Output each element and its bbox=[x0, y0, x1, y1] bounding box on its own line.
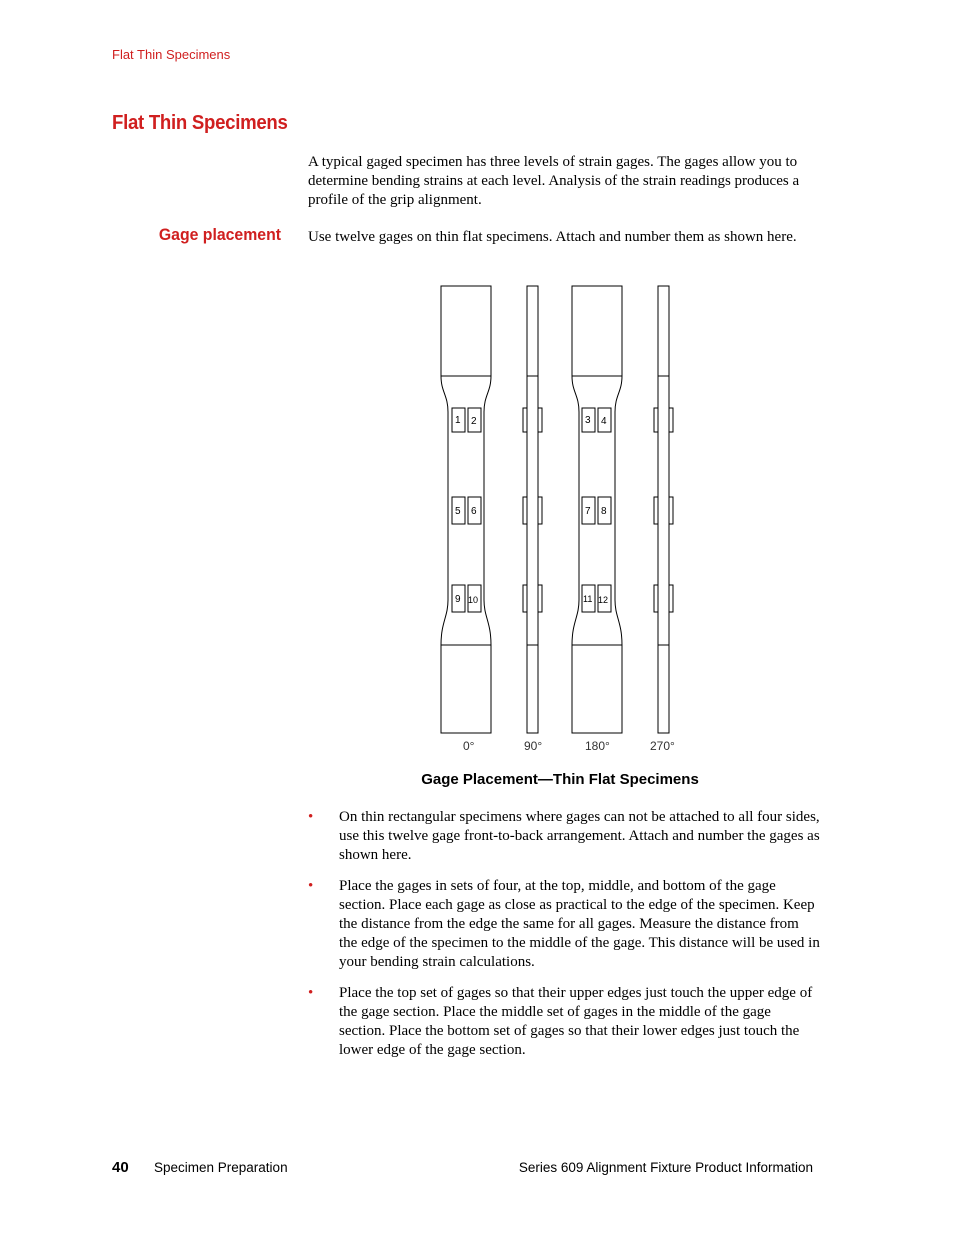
gage-box bbox=[598, 585, 611, 612]
bullet-icon: • bbox=[308, 878, 314, 894]
angle-label-270: 270° bbox=[650, 739, 675, 753]
footer-book-title: Series 609 Alignment Fixture Product Information bbox=[518, 1160, 813, 1175]
specimen-270deg bbox=[654, 286, 673, 733]
figure-caption: Gage Placement—Thin Flat Specimens bbox=[421, 771, 699, 788]
list-item bbox=[308, 808, 820, 865]
gage-box bbox=[468, 497, 481, 524]
angle-label-90: 90° bbox=[524, 739, 543, 753]
gage-label: 7 bbox=[585, 506, 591, 517]
gage-label: 4 bbox=[601, 416, 607, 427]
bullet-text: Place the top set of gages so that their upper edges just touch the upper edge of the gage section. Place the middle set of gages in the middle of the gage section. Place the bottom set of gages so that their lower edges just touch the lower edge of the gage section. bbox=[339, 985, 813, 1058]
gage-box bbox=[598, 408, 611, 432]
specimen-0deg bbox=[441, 286, 491, 733]
intro-paragraph: A typical gaged specimen has three levels of strain gages. The gages allow you to determine bending strains at each level. Analysis of the strain readings produces a profile of the grip alignment. bbox=[308, 154, 800, 208]
page-title: Flat Thin Specimens bbox=[112, 112, 288, 134]
gage-placement-heading: Gage placement bbox=[158, 225, 281, 244]
gage-edge bbox=[538, 408, 542, 432]
angle-label-0: 0° bbox=[463, 739, 475, 753]
gage-label: 9 bbox=[455, 594, 461, 605]
bullet-text: On thin rectangular specimens where gages can not be attached to all four sides, use this twelve gage front-to-back arrangement. Attach and number the gages as shown here. bbox=[339, 809, 820, 863]
specimen-180deg bbox=[572, 286, 622, 733]
gage-box bbox=[452, 497, 465, 524]
gage-box bbox=[582, 585, 595, 612]
gage-edge bbox=[523, 497, 527, 524]
gage-edge bbox=[669, 408, 673, 432]
specimen-90deg bbox=[523, 286, 542, 733]
gage-edge bbox=[669, 585, 673, 612]
gage-edge bbox=[654, 497, 658, 524]
bullet-text: Place the gages in sets of four, at the top, middle, and bottom of the gage section. Place each gage as close as practical to the edge of the specimen. Keep the distance from the edge the same for all gages. Measure the distance from the edge of the specimen to the middle of the gage. This distance will be used in your bending strain calculations. bbox=[339, 878, 820, 970]
gage-edge bbox=[538, 585, 542, 612]
list-item bbox=[308, 877, 820, 972]
gage-edge bbox=[538, 497, 542, 524]
gage-label: 11 bbox=[583, 594, 593, 604]
gage-edge bbox=[654, 408, 658, 432]
gage-box bbox=[582, 497, 595, 524]
gage-label: 12 bbox=[598, 595, 609, 605]
gage-label: 3 bbox=[585, 415, 591, 426]
gage-label: 1 bbox=[455, 415, 461, 426]
gage-box bbox=[452, 408, 465, 432]
angle-label-180: 180° bbox=[585, 739, 610, 753]
gage-edge bbox=[669, 497, 673, 524]
gage-edge bbox=[523, 585, 527, 612]
gage-label: 5 bbox=[455, 506, 461, 517]
gage-box bbox=[598, 497, 611, 524]
gage-box bbox=[452, 585, 465, 612]
gage-label: 6 bbox=[471, 506, 477, 517]
gage-box bbox=[468, 585, 481, 612]
gage-edge bbox=[654, 585, 658, 612]
gage-box bbox=[582, 408, 595, 432]
gage-label: 2 bbox=[471, 416, 477, 427]
bullet-list bbox=[308, 808, 820, 1072]
gage-placement-text: Use twelve gages on thin flat specimens. Attach and number them as shown here. bbox=[308, 229, 797, 245]
bullet-icon: • bbox=[308, 809, 314, 825]
list-item bbox=[308, 984, 820, 1060]
page-number: 40 bbox=[112, 1159, 129, 1176]
running-head: Flat Thin Specimens bbox=[112, 47, 231, 62]
gage-box bbox=[468, 408, 481, 432]
gage-label: 8 bbox=[601, 506, 607, 517]
footer-chapter: Specimen Preparation bbox=[154, 1160, 288, 1175]
gage-edge bbox=[523, 408, 527, 432]
bullet-icon: • bbox=[308, 985, 314, 1001]
gage-label: 10 bbox=[468, 595, 479, 605]
